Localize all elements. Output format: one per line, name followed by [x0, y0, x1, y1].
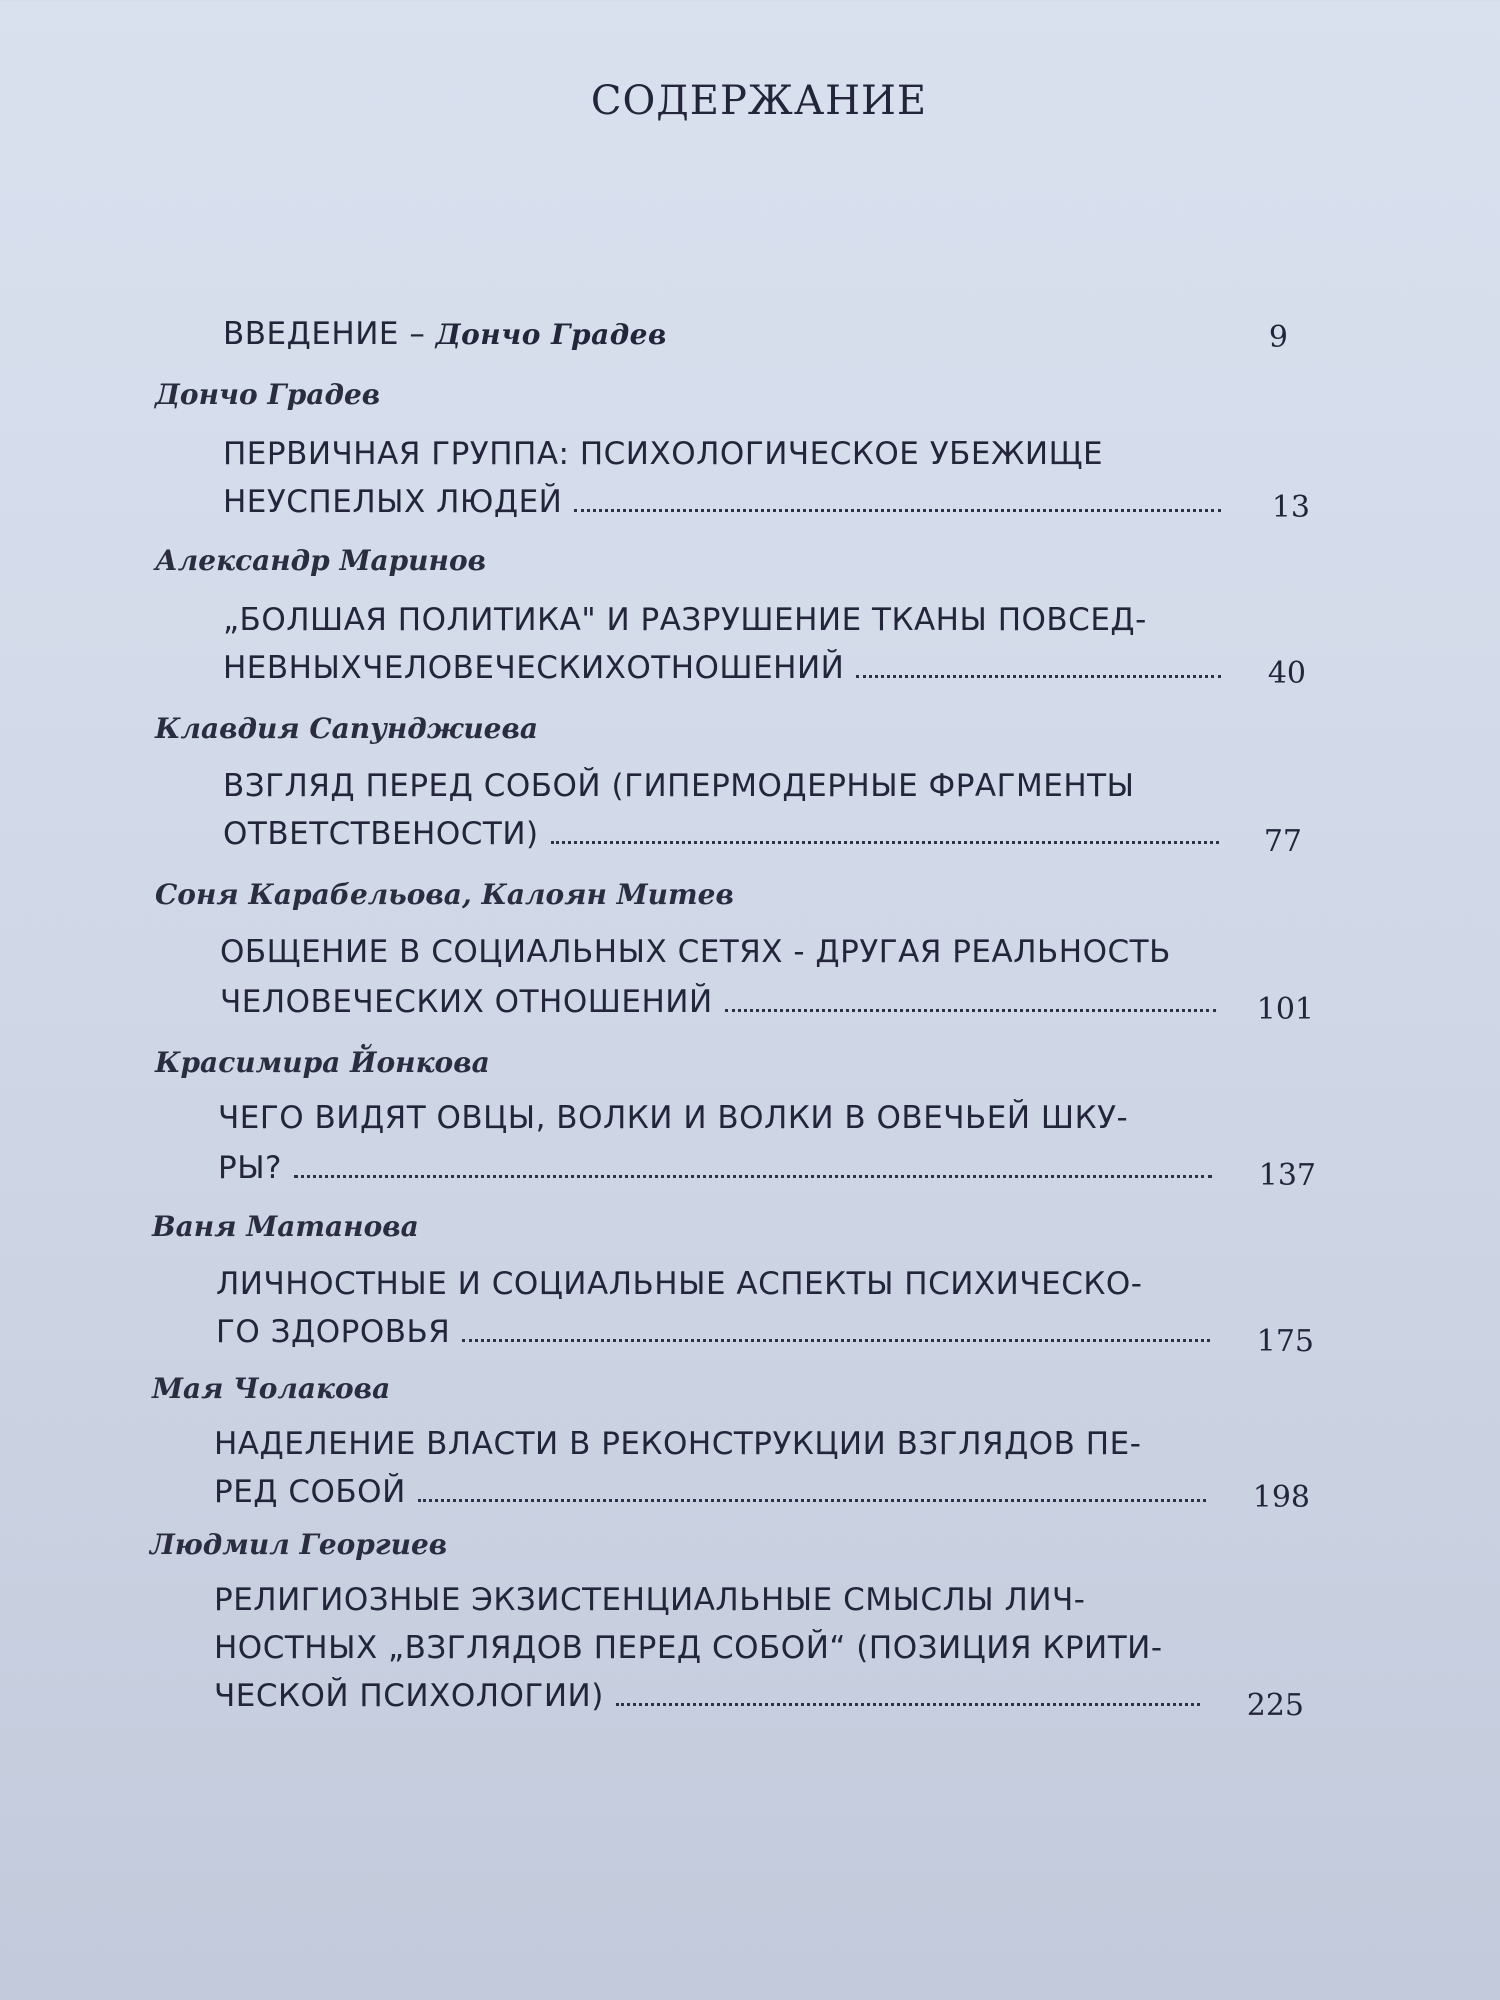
dot-leader: [856, 674, 1221, 678]
entry-author: Красимира Йонкова: [155, 1046, 490, 1079]
entry-title-line: [214, 1582, 1224, 1618]
entry-author: Людмил Георгиев: [150, 1528, 448, 1561]
title-text: ЧЕЛОВЕЧЕСКИХ ОТНОШЕНИЙ: [220, 984, 713, 1020]
title-text: ВЗГЛЯД ПЕРЕД СОБОЙ (ГИПЕРМОДЕРНЫЕ ФРАГМЕНТЫ: [223, 768, 1135, 804]
entry-page-number: 225: [1246, 1688, 1304, 1723]
title-text: ЛИЧНОСТНЫЕ И СОЦИАЛЬНЫЕ АСПЕКТЫ ПСИХИЧЕСКО-: [216, 1266, 1143, 1302]
entry-title-line-last: [223, 650, 1235, 686]
intro-line: [223, 316, 1233, 352]
title-text: ЧЕСКОЙ ПСИХОЛОГИИ): [214, 1678, 604, 1714]
entry-title-line-last: [216, 1314, 1224, 1350]
title-text: РЕД СОБОЙ: [214, 1474, 406, 1510]
title-text: РЫ?: [218, 1150, 282, 1186]
title-text: НАДЕЛЕНИЕ ВЛАСТИ В РЕКОНСТРУКЦИИ ВЗГЛЯДОВ ПЕ-: [214, 1426, 1142, 1462]
entry-title-line: [214, 1630, 1224, 1666]
entry-title-line-last: [223, 816, 1233, 852]
page-title: СОДЕРЖАНИЕ: [590, 78, 928, 124]
entry-title-line-last: [218, 1150, 1226, 1186]
entry-title-line: [216, 1266, 1226, 1302]
entry-author: Мая Чолакова: [152, 1372, 391, 1405]
entry-title-line: [218, 1100, 1228, 1136]
entry-author: Александр Маринов: [155, 544, 487, 577]
entry-page-number: 40: [1267, 656, 1306, 691]
dot-leader: [551, 840, 1219, 844]
entry-title-line: [223, 602, 1233, 638]
dot-leader: [294, 1174, 1212, 1178]
title-text: ЧЕГО ВИДЯТ ОВЦЫ, ВОЛКИ И ВОЛКИ В ОВЕЧЬЕЙ ШКУ-: [218, 1100, 1129, 1136]
entry-page-number: 198: [1252, 1480, 1310, 1515]
entry-title-line: [223, 436, 1235, 472]
title-text: ГО ЗДОРОВЬЯ: [216, 1314, 451, 1350]
title-text: НЕУСПЕЛЫХ ЛЮДЕЙ: [223, 484, 563, 520]
entry-page-number: 175: [1256, 1324, 1314, 1359]
entry-author: Ваня Матанова: [152, 1210, 419, 1243]
entry-title-line: [220, 934, 1230, 970]
entry-title-line-last: [220, 984, 1230, 1020]
title-text: ОТВЕТСТВЕНОСТИ): [223, 816, 539, 852]
title-text: „БОЛШАЯ ПОЛИТИКА" И РАЗРУШЕНИЕ ТКАНЫ ПОВСЕД-: [223, 602, 1147, 638]
dot-leader: [574, 508, 1221, 512]
entry-author: Дончо Градев: [155, 378, 381, 411]
entry-title-line-last: [223, 484, 1235, 520]
entry-author: Соня Карабельова, Калоян Митев: [155, 878, 734, 911]
title-text: НЕВНЫХЧЕЛОВЕЧЕСКИХОТНОШЕНИЙ: [223, 650, 845, 686]
intro-label: ВВЕДЕНИЕ –: [223, 316, 426, 352]
entry-page-number: 101: [1256, 992, 1314, 1027]
intro-author: Дончо Градев: [435, 318, 667, 351]
dot-leader: [418, 1498, 1206, 1502]
entry-author: Клавдия Сапунджиева: [155, 712, 539, 745]
entry-title-line: [223, 768, 1235, 804]
entry-title-line-last: [214, 1678, 1214, 1714]
entry-title-line: [214, 1426, 1224, 1462]
entry-page-number: 13: [1271, 490, 1310, 525]
intro-page-number: 9: [1268, 320, 1288, 355]
title-text: РЕЛИГИОЗНЫЕ ЭКЗИСТЕНЦИАЛЬНЫЕ СМЫСЛЫ ЛИЧ-: [214, 1582, 1086, 1618]
entry-title-line-last: [214, 1474, 1220, 1510]
entry-page-number: 137: [1258, 1158, 1316, 1193]
title-text: НОСТНЫХ „ВЗГЛЯДОВ ПЕРЕД СОБОЙ“ (ПОЗИЦИЯ КРИТИ-: [214, 1630, 1163, 1666]
dot-leader: [616, 1702, 1200, 1706]
dot-leader: [725, 1008, 1216, 1012]
entry-page-number: 77: [1263, 824, 1302, 859]
title-text: ОБЩЕНИЕ В СОЦИАЛЬНЫХ СЕТЯХ - ДРУГАЯ РЕАЛЬНОСТЬ: [220, 934, 1171, 970]
dot-leader: [462, 1338, 1210, 1342]
title-text: ПЕРВИЧНАЯ ГРУППА: ПСИХОЛОГИЧЕСКОЕ УБЕЖИЩЕ: [223, 436, 1104, 472]
